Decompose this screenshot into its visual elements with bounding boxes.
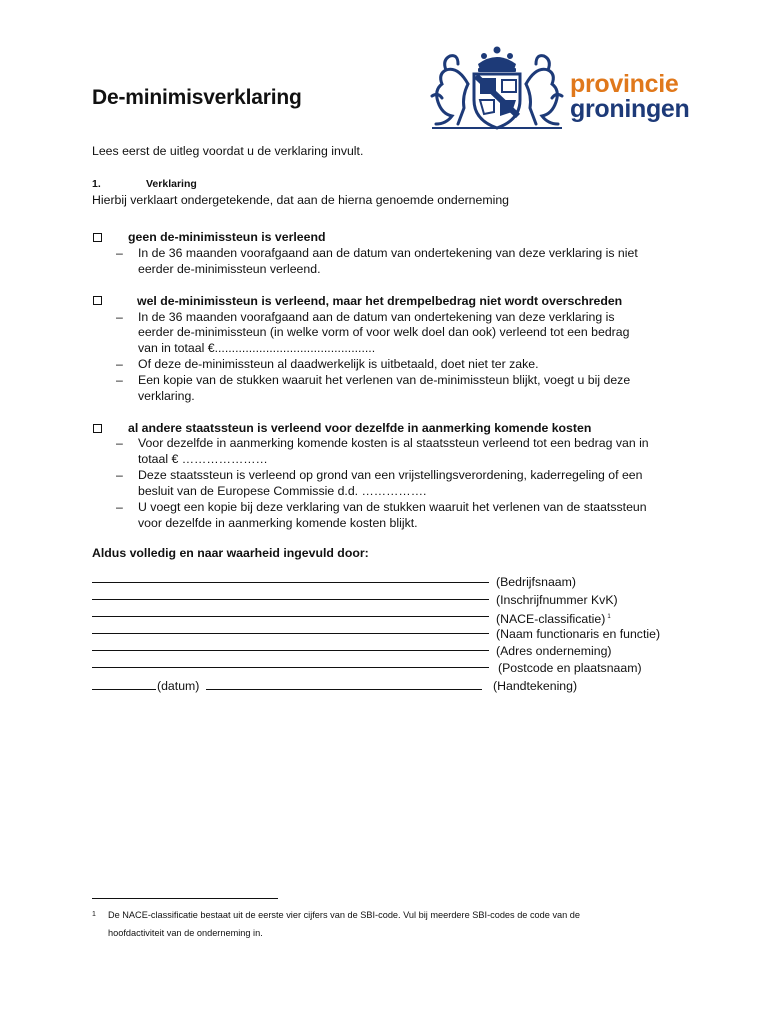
section-number: 1. xyxy=(92,178,101,190)
footnote-text: De NACE-classificatie bestaat uit de eerste vier cijfers van de SBI-code. Vul bij meerdere SBI-codes de code van de xyxy=(108,910,581,920)
list-dash: – xyxy=(116,436,123,450)
list-item-line: U voegt een kopie bij deze verklaring van de stukken waaruit het verlenen van de staatssteun xyxy=(138,500,647,514)
list-item-line: Deze staatssteun is verleend op grond van een vrijstellingsverordening, kaderregeling of een xyxy=(138,468,643,482)
list-item-line: totaal € ………………… xyxy=(138,452,268,466)
list-dash: – xyxy=(116,246,123,260)
footnote-marker: 1 xyxy=(607,614,611,620)
field-label: (Adres onderneming) xyxy=(496,644,612,658)
field-line-datum[interactable] xyxy=(92,689,156,690)
page-title: De-minimisverklaring xyxy=(92,86,302,109)
logo-text-groningen: groningen xyxy=(570,95,690,123)
option-label-andere: al andere staatssteun is verleend voor dezelfde in aanmerking komende kosten xyxy=(128,421,592,435)
intro-text: Lees eerst de uitleg voordat u de verklaring invult. xyxy=(92,144,364,158)
province-logo xyxy=(428,44,703,130)
signature-heading: Aldus volledig en naar waarheid ingevuld door: xyxy=(92,546,369,560)
section-heading: Verklaring xyxy=(146,178,197,190)
field-label: (Postcode en plaatsnaam) xyxy=(498,661,642,675)
field-label xyxy=(496,609,611,627)
field-label: (Inschrijfnummer KvK) xyxy=(496,593,618,607)
list-item-line: Een kopie van de stukken waaruit het verlenen van de-minimissteun blijkt, voegt u bij deze xyxy=(138,373,631,387)
footnote-separator xyxy=(92,898,278,899)
field-label: (Bedrijfsnaam) xyxy=(496,575,576,589)
field-line-nace[interactable] xyxy=(92,616,489,617)
list-item-line: verklaring. xyxy=(138,389,195,403)
field-label: (Naam functionaris en functie) xyxy=(496,627,661,641)
list-dash: – xyxy=(116,310,123,324)
footnote-text: hoofdactiviteit van de onderneming in. xyxy=(108,928,263,938)
option-checkbox-wel[interactable] xyxy=(93,296,102,305)
statement-text: Hierbij verklaart ondergetekende, dat aan de hierna genoemde onderneming xyxy=(92,193,510,207)
option-label-geen: geen de-minimissteun is verleend xyxy=(128,230,326,244)
date-label: (datum) xyxy=(157,679,200,693)
list-dash: – xyxy=(116,468,123,482)
list-item-line: In de 36 maanden voorafgaand aan de datum van ondertekening van deze verklaring is niet xyxy=(138,246,638,260)
list-item-line: van in totaal €............................................... xyxy=(138,341,376,355)
field-label-text: (NACE-classificatie) xyxy=(496,612,606,627)
option-label-wel: wel de-minimissteun is verleend, maar het drempelbedrag niet wordt overschreden xyxy=(137,294,623,308)
footnote-number: 1 xyxy=(92,911,96,918)
field-line-postcode[interactable] xyxy=(92,667,489,668)
list-item-line: eerder de-minimissteun (in welke vorm of voor welk doel dan ook) verleend tot een bedrag xyxy=(138,325,630,339)
field-line-functionaris[interactable] xyxy=(92,633,489,634)
option-checkbox-geen[interactable] xyxy=(93,233,102,242)
logo-text-provincie: provincie xyxy=(570,70,679,98)
list-item-line: eerder de-minimissteun verleend. xyxy=(138,262,321,276)
list-item-line: Voor dezelfde in aanmerking komende kosten is al staatssteun verleend tot een bedrag van in xyxy=(138,436,649,450)
field-line-bedrijfsnaam[interactable] xyxy=(92,582,489,583)
list-dash: – xyxy=(116,357,123,371)
option-checkbox-andere[interactable] xyxy=(93,424,102,433)
field-line-kvk[interactable] xyxy=(92,599,489,600)
coat-of-arms-icon xyxy=(428,44,566,130)
list-item-line: In de 36 maanden voorafgaand aan de datum van ondertekening van deze verklaring is xyxy=(138,310,615,324)
list-dash: – xyxy=(116,500,123,514)
field-line-adres[interactable] xyxy=(92,650,489,651)
signature-label: (Handtekening) xyxy=(493,679,578,693)
list-item-line: besluit van de Europese Commissie d.d. ……………. xyxy=(138,484,427,498)
field-line-handtekening[interactable] xyxy=(206,689,482,690)
list-item-line: Of deze de-minimissteun al daadwerkelijk is uitbetaald, doet niet ter zake. xyxy=(138,357,539,371)
list-dash: – xyxy=(116,373,123,387)
list-item-line: voor dezelfde in aanmerking komende kosten blijkt. xyxy=(138,516,418,530)
